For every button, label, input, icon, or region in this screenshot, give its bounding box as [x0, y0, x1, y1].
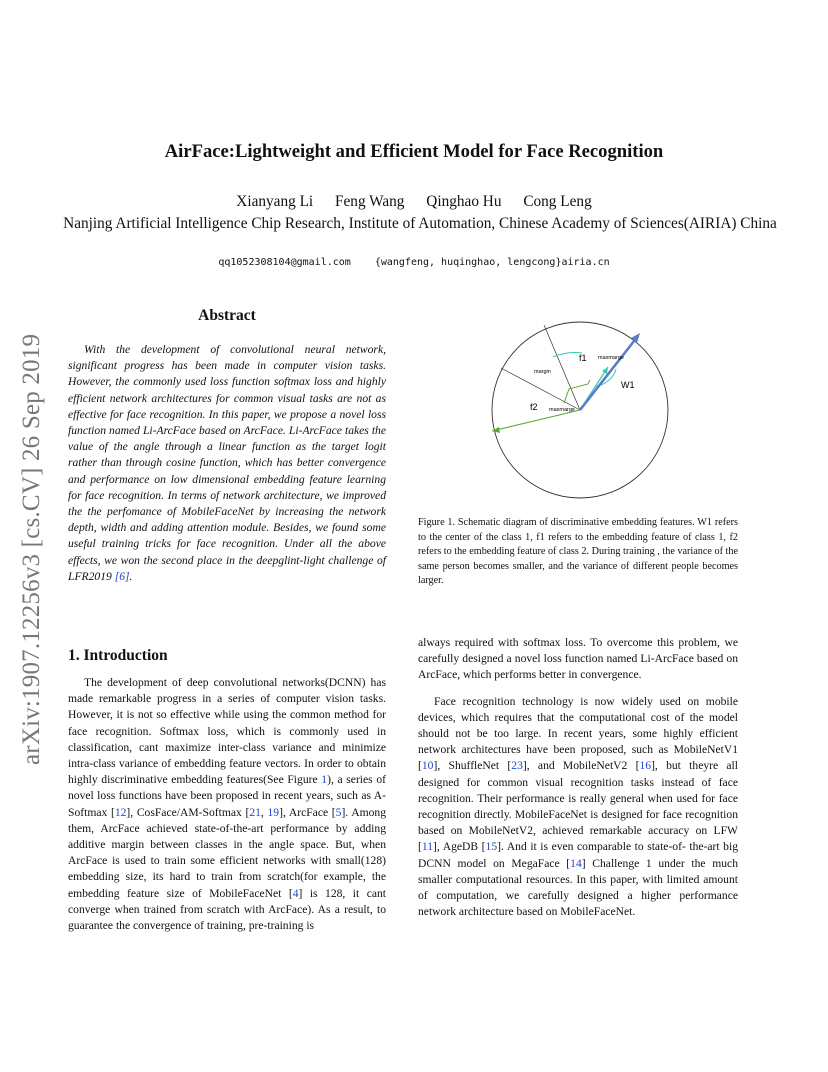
- f2-arrowhead: [492, 427, 500, 433]
- arxiv-side-stamp: [18, 285, 58, 765]
- right-column: [418, 635, 738, 920]
- intro-paragraph: [68, 675, 386, 934]
- citation-link[interactable]: 10: [421, 759, 434, 773]
- body-text: ], CosFace/AM-Softmax [: [126, 805, 250, 819]
- citation-link[interactable]: 1: [321, 773, 328, 787]
- intro-paragraph-continued: always required with softmax loss. To overcome this problem, we carefully designed a novel loss function named Li-ArcFace based on ArcFace, which performs better in convergence.: [418, 636, 738, 682]
- abstract-text: With the development of convolutional neural network, significant progress has been made in computer vision tasks. However, the commonly used loss function softmax loss and highly efficient network architectures for common visual tasks are not as effective for face recognition. In this paper, we propose a novel loss function named Li-ArcFace based on ArcFace. Li-ArcFace takes the value of the angle through a linear function as the target logit rather than through cosine function, which has better convergence and performance on low dimensional embedding feature learning for face recognition. In terms of network architecture, we improved the the perfomance of MobileFaceNet by increasing the network depth, width and adding attention module. Besides, we found some useful training tricks for face recognition. Under all the above effects, we won the second place in the deepglint-light challenge of LFR2019: [68, 343, 386, 583]
- citation-link[interactable]: 4: [292, 886, 299, 900]
- w1-arrow: [580, 336, 638, 410]
- affiliation: Nanjing Artificial Intelligence Chip Research, Institute of Automation, Chinese Academy of Sciences(AIRIA) China: [63, 215, 777, 232]
- label-margin: margin: [534, 369, 551, 375]
- body-text: ]. And it is even comparable to state-of- the-art big DCNN model on MegaFace [: [418, 840, 738, 870]
- author-name: Qinghao Hu: [426, 193, 502, 210]
- abstract-heading: Abstract: [198, 307, 256, 324]
- citation-link[interactable]: 5: [335, 805, 342, 819]
- figure-diagram: [490, 320, 670, 500]
- body-text: Face recognition technology is now widely used on mobile devices, which requires that the computational cost of the model should not be too large. In recent years, some highly efficient network architectures have been proposed, such as MobileNetV1 [: [418, 694, 738, 773]
- radius-line: [544, 325, 580, 410]
- body-text: ], ShuffleNet [: [433, 759, 512, 773]
- section-heading: 1. Introduction: [68, 647, 168, 664]
- intro-paragraph: [418, 694, 738, 921]
- paper-title: AirFace:Lightweight and Efficient Model for Face Recognition: [164, 141, 664, 162]
- author-name: Xianyang Li: [236, 193, 314, 210]
- email-address: qq1052308104@gmail.com: [218, 257, 351, 268]
- label-f1: f1: [579, 353, 587, 363]
- abstract-body: [68, 342, 386, 585]
- body-text: ] is 128, it cant converge when trained from scratch with ArcFace). As a result, to guarantee the convergence of training, pre-training is: [68, 886, 387, 933]
- citation-link[interactable]: 19: [267, 805, 280, 819]
- citation-link[interactable]: [6]: [114, 569, 130, 583]
- figure-caption: Figure 1. Schematic diagram of discriminative embedding features. W1 refers to the center of the class 1, f1 refers to the embedding feature of class 1, f2 refers to the embedding feature of class 2. During training , the variance of the same person becomes smaller, and the variance of different people becomes larger.: [418, 517, 738, 587]
- citation-link[interactable]: 16: [639, 759, 652, 773]
- author-name: Feng Wang: [335, 193, 405, 210]
- label-maxmarge-top: maxmarge: [598, 355, 624, 361]
- body-text: ], and MobileNetV2 [: [522, 759, 640, 773]
- label-maxmarge-bottom: maxmarge: [549, 407, 575, 413]
- body-text: The development of deep convolutional networks(DCNN) has made remarkable progress in a series of computer vision tasks. However, it is not so effective while using the common method for face recognition. Softmax loss, which is commonly used in classification, cant maximize inter-class variance and minimize intra-class variance of embedding feature vectors. In order to obtain highly discriminative embedding features(See Figure: [68, 676, 386, 787]
- body-text: ] Challenge 1 under the much smaller computational resources. In this paper, with limited amount of computation, we carefully designed a higher performance network architecture based on MobileFaceNet.: [418, 856, 738, 919]
- citation-link[interactable]: 11: [421, 840, 434, 854]
- body-text: ], ArcFace [: [279, 805, 336, 819]
- citation-link[interactable]: 21: [249, 805, 261, 819]
- label-w1: W1: [621, 380, 635, 390]
- body-text: ]. Among them, ArcFace achieved state-of-the-art performance by adding additive margin between classes in the angle space. But, when ArcFace is used to train some efficient networks with small(128) embedding size, its hard to train from scratch(for example, the embedding feature size of MobileFaceNet [: [68, 805, 386, 900]
- abstract-text-end: .: [129, 569, 133, 583]
- citation-link[interactable]: 23: [511, 759, 523, 773]
- f2-arrow: [492, 410, 580, 431]
- f1-arrowhead: [602, 367, 608, 374]
- author-list: [60, 193, 768, 211]
- citation-link[interactable]: 14: [570, 856, 582, 870]
- citation-link[interactable]: 12: [114, 805, 127, 819]
- body-text: ], AgeDB [: [433, 840, 486, 854]
- left-column: [68, 675, 386, 934]
- body-text: ], but theyre all designed for common visual recognition tasks instead of face recognition. Their performance is really general when used for face recognition directly. MobileFaceNet is designed for face recognition based on MobileNetV2, achieved remarkable accuracy on LFW [: [418, 759, 739, 854]
- arxiv-id-text: arXiv:1907.12256v3 [cs.CV] 26 Sep 2019: [18, 333, 45, 765]
- email-address: {wangfeng, huqinghao, lengcong}airia.cn: [374, 257, 610, 268]
- citation-link[interactable]: 15: [485, 840, 498, 854]
- author-name: Cong Leng: [523, 193, 592, 210]
- label-f2: f2: [530, 402, 538, 412]
- body-text: ), a series of novel loss functions have been proposed in recent years, such as A-Softmax [: [68, 773, 386, 819]
- author-emails: [60, 257, 768, 268]
- body-text: ,: [260, 805, 268, 819]
